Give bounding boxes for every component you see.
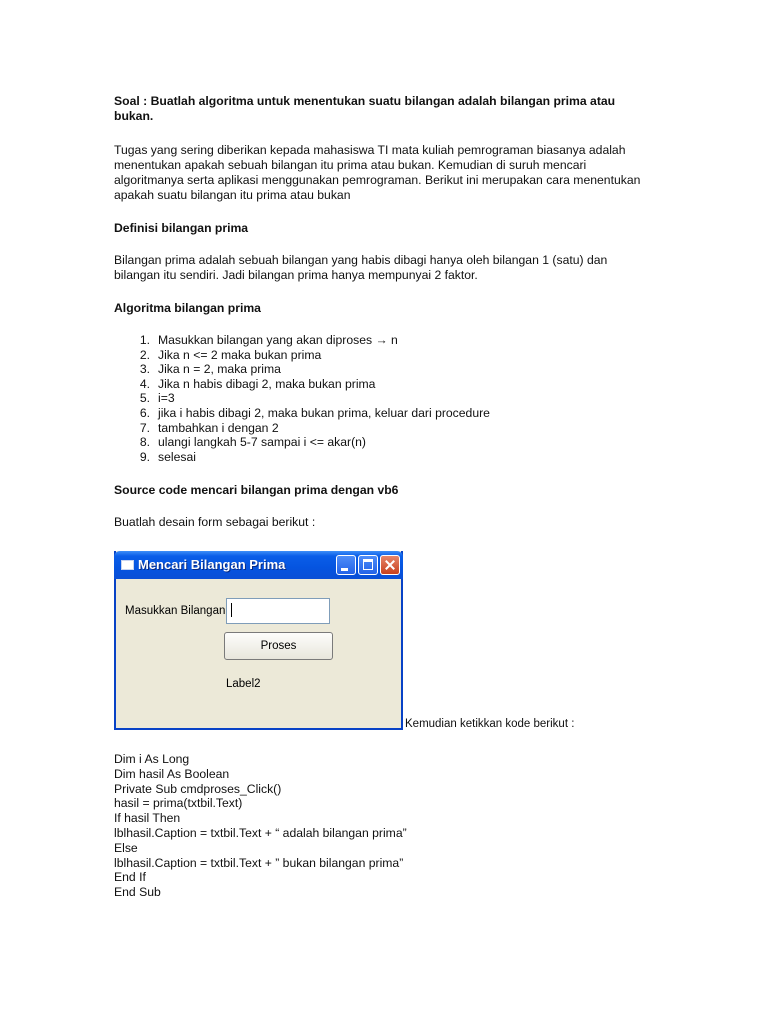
window-titlebar[interactable] xyxy=(114,551,403,579)
algoritma-heading: Algoritma bilangan prima xyxy=(114,301,261,316)
soal-heading xyxy=(114,94,659,123)
window-app-icon xyxy=(121,560,134,570)
step-text: Masukkan bilangan yang akan diproses → n xyxy=(158,333,398,348)
step-item xyxy=(114,450,659,465)
step-number: 8. xyxy=(139,435,150,450)
close-button[interactable] xyxy=(380,555,400,575)
step-number: 6. xyxy=(139,406,150,420)
code-line: lblhasil.Caption = txtbil.Text + “ adalah bilangan prima” xyxy=(114,825,407,840)
definisi-line: bilangan itu sendiri. Jadi bilangan prima hanya mempunyai 2 faktor. xyxy=(114,267,478,282)
code-line: Private Sub cmdproses_Click() xyxy=(114,781,282,796)
step-text: tambahkan i dengan 2 xyxy=(158,420,279,435)
minimize-button[interactable] xyxy=(336,555,356,575)
soal-line-2: bukan. xyxy=(114,108,154,123)
step-item xyxy=(114,348,659,363)
step-number: 3. xyxy=(139,362,150,377)
definisi-heading: Definisi bilangan prima xyxy=(114,221,249,236)
code-line: End If xyxy=(114,870,146,885)
definisi-line: Bilangan prima adalah sebuah bilangan yang habis dibagi hanya oleh bilangan 1 (satu) dan xyxy=(114,252,608,267)
window-title: Mencari Bilangan Prima xyxy=(138,557,286,572)
step-text: Jika n = 2, maka prima xyxy=(158,362,281,377)
step-item xyxy=(114,391,659,406)
input-label: Masukkan Bilangan xyxy=(125,605,226,617)
step-number: 1. xyxy=(139,333,150,348)
result-label: Label2 xyxy=(226,678,261,690)
number-input[interactable] xyxy=(226,598,330,624)
step-text: i=3 xyxy=(158,391,175,406)
step-text: ulangi langkah 5-7 sampai i <= akar(n) xyxy=(158,435,366,450)
step-item xyxy=(114,333,659,348)
step-item xyxy=(114,377,659,392)
step-item xyxy=(114,435,659,450)
step-item xyxy=(114,406,659,421)
code-line: hasil = prima(txtbil.Text) xyxy=(114,796,243,811)
text-caret xyxy=(231,603,232,617)
intro-line: apakah suatu bilangan itu prima atau bukan xyxy=(114,187,351,202)
source-heading: Source code mencari bilangan prima dengan vb6 xyxy=(114,483,399,498)
step-text: Jika n <= 2 maka bukan prima xyxy=(158,347,322,362)
intro-line: algoritmanya serta aplikasi menggunakan pemrograman. Berikut ini merupakan cara menentukan xyxy=(114,172,641,187)
code-line: End Sub xyxy=(114,885,161,900)
step-text: selesai xyxy=(158,449,196,464)
aside-text: Kemudian ketikkan kode berikut : xyxy=(405,718,575,730)
step-number: 4. xyxy=(139,376,150,391)
step-number: 2. xyxy=(139,347,150,362)
code-block xyxy=(114,752,407,900)
step-item xyxy=(114,362,659,377)
code-line: Else xyxy=(114,840,138,855)
algoritma-steps xyxy=(114,333,659,464)
intro-line: Tugas yang sering diberikan kepada mahasiswa TI mata kuliah pemrograman biasanya adalah xyxy=(114,143,626,158)
step-text: Jika n habis dibagi 2, maka bukan prima xyxy=(158,376,376,391)
document-body xyxy=(114,94,659,530)
step-number: 7. xyxy=(139,420,150,435)
soal-line-1: Soal : Buatlah algoritma untuk menentukan suatu bilangan adalah bilangan prima atau xyxy=(114,94,616,108)
intro-paragraph xyxy=(114,143,659,202)
step-number: 9. xyxy=(139,449,150,464)
step-text: jika i habis dibagi 2, maka bukan prima, keluar dari procedure xyxy=(158,406,490,420)
step-number: 5. xyxy=(139,391,150,406)
desain-text: Buatlah desain form sebagai berikut : xyxy=(114,515,316,530)
maximize-button[interactable] xyxy=(358,555,378,575)
intro-line: menentukan apakah sebuah bilangan itu prima atau bukan. Kemudian di suruh mencari xyxy=(114,158,587,173)
vb-form-window xyxy=(114,551,403,730)
definisi-paragraph xyxy=(114,253,659,282)
code-line: If hasil Then xyxy=(114,811,181,826)
code-line: Dim i As Long xyxy=(114,752,190,766)
step-item xyxy=(114,421,659,436)
code-line: Dim hasil As Boolean xyxy=(114,766,230,781)
proses-button[interactable]: Proses xyxy=(224,632,333,660)
code-line: lblhasil.Caption = txtbil.Text + ” bukan bilangan prima” xyxy=(114,855,404,870)
